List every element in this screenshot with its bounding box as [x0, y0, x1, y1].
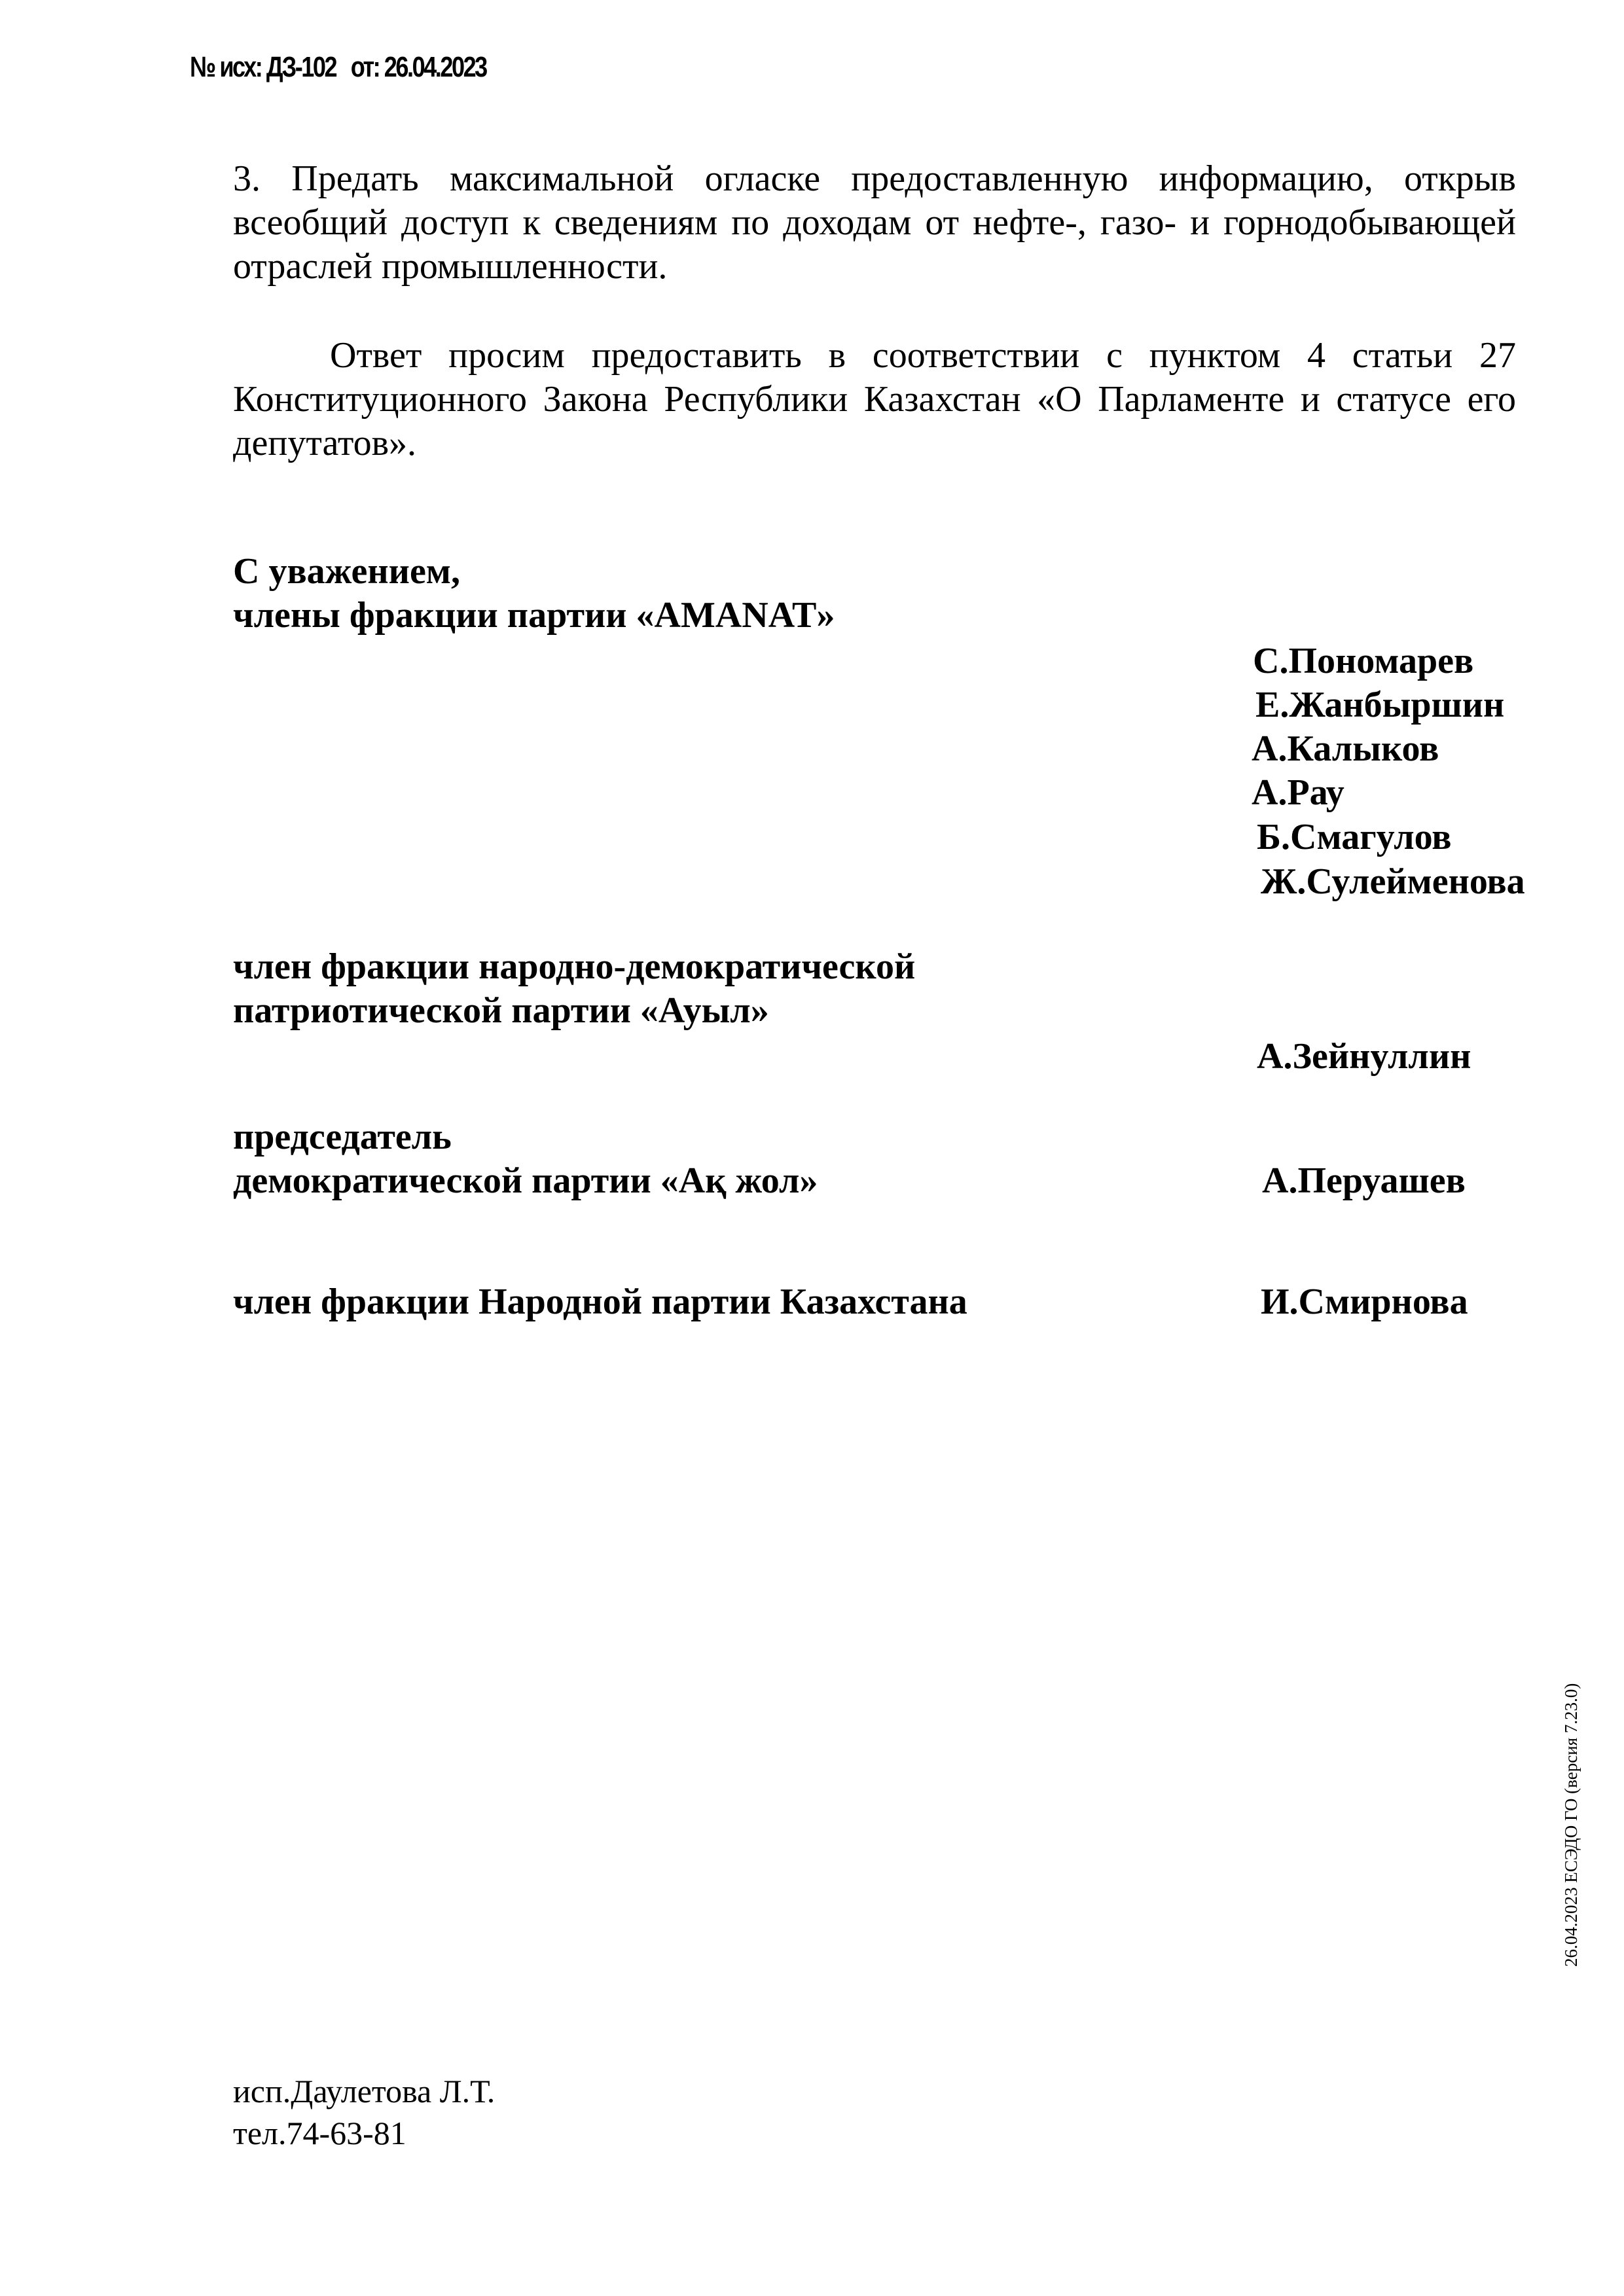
akzhol-group-label-line2: демократической партии «Ақ жол»	[233, 1160, 818, 1201]
signatory-name: А.Калыков	[1252, 728, 1439, 769]
executor-name: исп.Даулетова Л.Т.	[233, 2073, 496, 2109]
signatory-name: С.Пономарев	[1253, 641, 1474, 681]
signatory-name: И.Смирнова	[1261, 1282, 1468, 1322]
paragraph-3: 3. Предать максимальной огласке предоставленную информацию, открыв всеобщий доступ к сведениям по доходам от нефте-, газо- и горнодобывающей отраслей промышленности.	[233, 158, 1516, 287]
auyl-group-label-line2: патриотической партии «Ауыл»	[233, 990, 769, 1031]
signatory-name: Б.Смагулов	[1257, 817, 1452, 857]
signatory-name: Е.Жанбыршин	[1255, 685, 1505, 725]
edms-system-stamp	[1561, 1683, 1591, 1977]
outgoing-reference-stamp: № исх: ДЗ-102 от: 26.04.2023	[190, 51, 486, 83]
people-party-group-label: член фракции Народной партии Казахстана	[233, 1282, 967, 1322]
signatory-name: А.Рау	[1252, 772, 1344, 813]
auyl-group-label-line1: член фракции народно-демократической	[233, 946, 916, 987]
request-paragraph: Ответ просим предоставить в соответствии с пунктом 4 статьи 27 Конституционного Закона Республики Казахстан «О Парламенте и статусе его депутатов».	[233, 335, 1516, 463]
closing-greeting: С уважением,	[233, 551, 460, 592]
signatory-name: А.Перуашев	[1262, 1160, 1466, 1201]
akzhol-group-label-line1: председатель	[233, 1117, 452, 1157]
executor-phone: тел.74-63-81	[233, 2115, 406, 2151]
signatory-name: Ж.Сулейменова	[1261, 861, 1525, 902]
edms-system-stamp-text: 26.04.2023 ЕСЭДО ГО (версия 7.23.0)	[1561, 1683, 1581, 1967]
signatory-name: А.Зейнуллин	[1257, 1036, 1471, 1077]
amanat-group-label: члены фракции партии «AMANAT»	[233, 595, 835, 636]
